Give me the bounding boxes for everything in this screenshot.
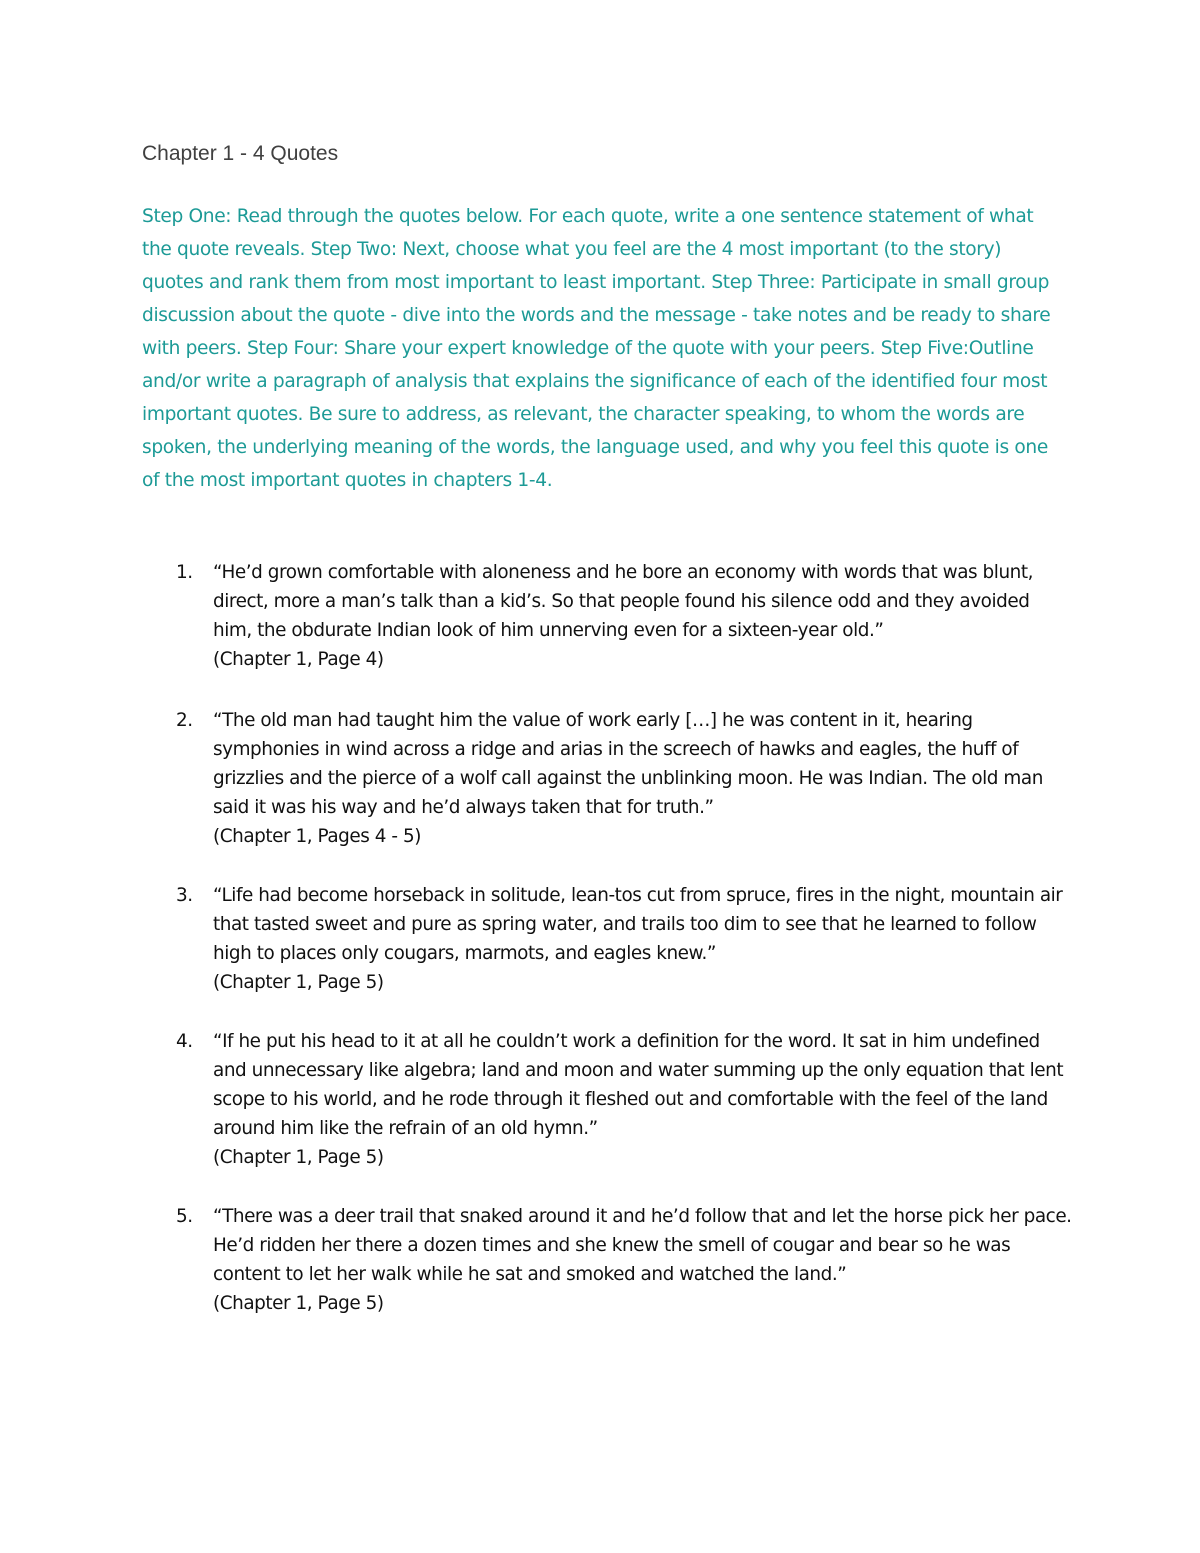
quote-citation: (Chapter 1, Page 5)	[213, 1147, 384, 1168]
quote-text: “If he put his head to it at all he couldn’t work a definition for the word. It sat in him undefined and unnecessary like algebra; land and moon and water summing up the only equation that lent scope to his world, and he rode through it fleshed out and comfortable with the feel of the land around him like the refrain of an old hymn.”	[213, 1031, 1064, 1139]
instructions-paragraph: Step One: Read through the quotes below. For each quote, write a one sentence statement of what the quote reveals. Step Two: Next, choose what you feel are the 4 most important (to the story) quotes and rank them from most important to least important. Step Three: Participate in small group discussion about the quote - dive into the words and the message - take notes and be ready to share with peers. Step Four: Share your expert knowledge of the quote with your peers. Step Five:Outline and/or write a paragraph of analysis that explains the significance of each of the identified four most important quotes. Be sure to address, as relevant, the character speaking, to whom the words are spoken, the underlying meaning of the words, the language used, and why you feel this quote is one of the most important quotes in chapters 1-4.	[142, 206, 1051, 491]
quote-item-4	[142, 1027, 1072, 1172]
quote-citation: (Chapter 1, Page 4)	[213, 649, 384, 670]
quote-number: 5.	[176, 1206, 193, 1227]
quote-number: 1.	[176, 562, 193, 583]
quote-item-1	[142, 558, 1072, 674]
quote-number: 2.	[176, 710, 193, 731]
quote-item-5	[142, 1202, 1072, 1318]
quote-number: 3.	[176, 885, 193, 906]
document-title: Chapter 1 - 4 Quotes	[142, 142, 339, 165]
quote-item-3	[142, 881, 1072, 997]
quote-citation: (Chapter 1, Page 5)	[213, 1293, 384, 1314]
quote-text: “There was a deer trail that snaked around it and he’d follow that and let the horse pick her pace. He’d ridden her there a dozen times and she knew the smell of cougar and bear so he was content to let her walk while he sat and smoked and watched the land.”	[213, 1206, 1072, 1285]
quote-text: “Life had become horseback in solitude, lean-tos cut from spruce, fires in the night, mountain air that tasted sweet and pure as spring water, and trails too dim to see that he learned to follow high to places only cougars, marmots, and eagles knew.”	[213, 885, 1063, 964]
quote-text: “The old man had taught him the value of work early […] he was content in it, hearing symphonies in wind across a ridge and arias in the screech of hawks and eagles, the huff of grizzlies and the pierce of a wolf call against the unblinking moon. He was Indian. The old man said it was his way and he’d always taken that for truth.”	[213, 710, 1043, 818]
quote-list	[142, 558, 1072, 1348]
quote-number: 4.	[176, 1031, 193, 1052]
quote-item-2	[142, 706, 1072, 851]
quote-citation: (Chapter 1, Pages 4 - 5)	[213, 826, 421, 847]
quote-citation: (Chapter 1, Page 5)	[213, 972, 384, 993]
quote-text: “He’d grown comfortable with aloneness and he bore an economy with words that was blunt, direct, more a man’s talk than a kid’s. So that people found his silence odd and they avoided him, the obdurate Indian look of him unnerving even for a sixteen-year old.”	[213, 562, 1034, 641]
